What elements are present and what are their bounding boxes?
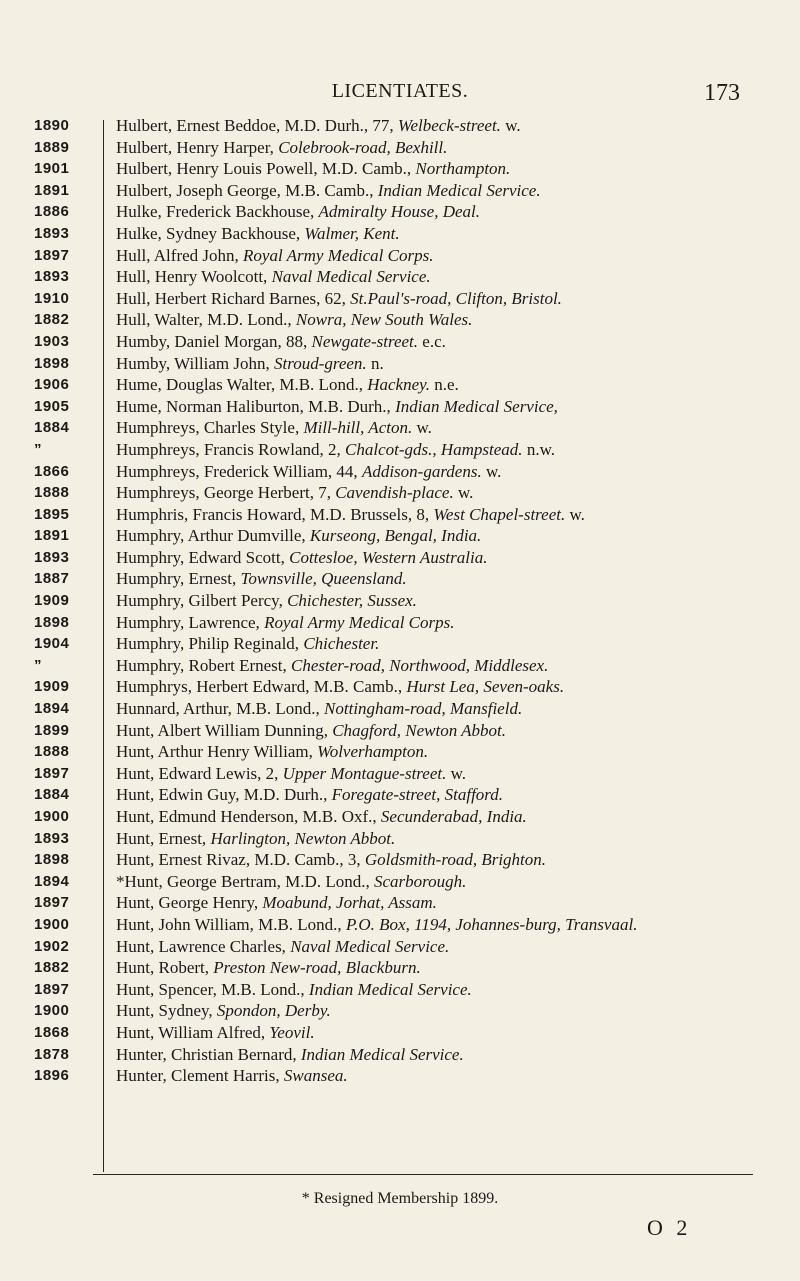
entry-text (116, 201, 766, 223)
entry-year: 1893 (34, 224, 70, 242)
entry-address: Indian Medical Service. (300, 1044, 464, 1064)
entry-year: 1882 (34, 959, 70, 977)
entry-year: 1882 (34, 311, 70, 329)
entry-district: e.c. (418, 331, 446, 351)
entry-year: 1897 (34, 980, 70, 998)
entry-text (116, 979, 766, 1001)
entry-address: Nowra, New South Wales. (295, 310, 473, 330)
entry-name: Humphry, Ernest, (116, 569, 241, 589)
entry-district: w. (412, 418, 432, 438)
list-item (0, 892, 800, 914)
list-item (0, 245, 800, 267)
entry-year: 1904 (34, 635, 70, 653)
entry-name: Hunt, Edwin Guy, M.D. Durh., (116, 785, 332, 805)
entry-address: Townsville, Queensland. (240, 569, 407, 589)
entry-year: 1898 (34, 851, 70, 869)
list-item (0, 482, 800, 504)
list-item (0, 590, 800, 612)
list-item (0, 223, 800, 245)
entry-name: Hunt, Ernest, (116, 828, 211, 848)
entry-address: Mill-hill, Acton. (303, 418, 413, 438)
entry-year: 1888 (34, 484, 70, 502)
entry-year: 1900 (34, 915, 70, 933)
entry-year: 1866 (34, 462, 70, 480)
entry-name: Humphry, Gilbert Percy, (116, 591, 288, 611)
entry-text (116, 309, 766, 331)
entry-text (116, 1022, 766, 1044)
entry-name: Humphry, Edward Scott, (116, 547, 290, 567)
entry-text (116, 396, 766, 418)
entry-address: Addison-gardens. (361, 461, 482, 481)
entry-address: Chichester, Sussex. (287, 591, 417, 611)
list-item (0, 439, 800, 461)
list-item (0, 547, 800, 569)
entry-address: Indian Medical Service, (395, 396, 558, 416)
entry-address: West Chapel-street. (433, 504, 566, 524)
entry-year: 1894 (34, 872, 70, 890)
entry-text (116, 936, 766, 958)
entry-year: 1891 (34, 181, 70, 199)
list-item (0, 1065, 800, 1087)
list-item (0, 266, 800, 288)
entry-address: Chichester. (303, 634, 380, 654)
entry-year: ” (34, 656, 42, 674)
entry-text (116, 957, 766, 979)
entry-year: 1897 (34, 246, 70, 264)
entry-address: Chester-road, Northwood, Middlesex. (291, 655, 549, 675)
entry-year: 1884 (34, 419, 70, 437)
entry-year: 1905 (34, 397, 70, 415)
entry-name: Hunt, Albert William Dunning, (116, 720, 333, 740)
list-item (0, 633, 800, 655)
entry-text (116, 461, 766, 483)
list-item (0, 676, 800, 698)
entry-address: Spondon, Derby. (216, 1001, 331, 1021)
entry-text (116, 828, 766, 850)
entry-text (116, 568, 766, 590)
entry-year: 1889 (34, 138, 70, 156)
entry-text (116, 525, 766, 547)
list-item (0, 806, 800, 828)
entry-name: Hunt, Spencer, M.B. Lond., (116, 979, 309, 999)
entry-text (116, 633, 766, 655)
list-item (0, 309, 800, 331)
entry-year: 1909 (34, 592, 70, 610)
list-item (0, 871, 800, 893)
entry-text (116, 698, 766, 720)
list-item (0, 525, 800, 547)
entry-address: Welbeck-street. (397, 116, 501, 135)
entry-year: 1887 (34, 570, 70, 588)
entry-name: Hulbert, Ernest Beddoe, M.D. Durh., 77, (116, 116, 398, 135)
entry-name: Humphry, Philip Reginald, (116, 634, 304, 654)
entry-year: 1899 (34, 721, 70, 739)
list-item (0, 137, 800, 159)
list-item (0, 1000, 800, 1022)
entry-text (116, 439, 766, 461)
list-item (0, 979, 800, 1001)
footer-rule (93, 1174, 753, 1175)
entry-district: w. (500, 116, 521, 135)
list-item (0, 957, 800, 979)
entry-address: Admiralty House, Deal. (318, 202, 481, 222)
list-item (0, 180, 800, 202)
list-item (0, 936, 800, 958)
entry-year: 1891 (34, 527, 70, 545)
list-item (0, 784, 800, 806)
entry-year: 1901 (34, 160, 70, 178)
running-header (0, 80, 800, 110)
entry-year: 1903 (34, 332, 70, 350)
entry-name: Hunt, Sydney, (116, 1001, 217, 1021)
entry-address: Upper Montague-street. (282, 763, 447, 783)
entry-text (116, 331, 766, 353)
entry-text (116, 676, 766, 698)
entry-name: Hulbert, Henry Louis Powell, M.D. Camb., (116, 159, 416, 179)
entry-year: 1884 (34, 786, 70, 804)
entry-name: Humphry, Lawrence, (116, 612, 265, 632)
list-item (0, 849, 800, 871)
entry-text (116, 137, 766, 159)
entry-year: 1886 (34, 203, 70, 221)
entry-name: Hume, Douglas Walter, M.B. Lond., (116, 375, 368, 395)
entry-address: Indian Medical Service. (308, 979, 472, 999)
entry-name: Hunt, John William, M.B. Lond., (116, 914, 346, 934)
entry-text (116, 720, 766, 742)
entry-district: w. (446, 763, 467, 783)
entry-name: Hull, Herbert Richard Barnes, 62, (116, 288, 351, 308)
entry-address: Cottesloe, Western Australia. (289, 547, 488, 567)
entry-name: Humphreys, Francis Rowland, 2, (116, 439, 346, 459)
list-item (0, 720, 800, 742)
entry-address: Foregate-street, Stafford. (331, 785, 504, 805)
entry-name: Humby, Daniel Morgan, 88, (116, 331, 312, 351)
entry-year: 1898 (34, 354, 70, 372)
entry-text (116, 245, 766, 267)
list-item (0, 461, 800, 483)
entry-name: Hunt, Lawrence Charles, (116, 936, 291, 956)
entry-address: Preston New-road, Blackburn. (213, 958, 421, 978)
entry-year: 1900 (34, 1002, 70, 1020)
entry-address: Scarborough. (373, 871, 467, 891)
entry-address: Moabund, Jorhat, Assam. (262, 893, 437, 913)
entry-text (116, 612, 766, 634)
entry-address: Swansea. (283, 1066, 348, 1086)
list-item (0, 763, 800, 785)
list-item (0, 115, 800, 137)
entry-text (116, 115, 766, 137)
entry-year: 1893 (34, 268, 70, 286)
entry-text (116, 353, 766, 375)
list-item (0, 417, 800, 439)
list-item (0, 201, 800, 223)
list-item (0, 741, 800, 763)
entry-address: Stroud-green. (273, 353, 367, 373)
entry-text (116, 288, 766, 310)
footnote: * Resigned Membership 1899. (301, 1190, 499, 1207)
entry-address: Royal Army Medical Corps. (243, 245, 434, 265)
entry-name: Hull, Alfred John, (116, 245, 244, 265)
page-title: LICENTIATES. (331, 80, 469, 102)
list-item (0, 612, 800, 634)
entry-year: 1894 (34, 700, 70, 718)
entry-text (116, 914, 766, 936)
entry-text (116, 784, 766, 806)
entry-text (116, 158, 766, 180)
page-number: 173 (704, 80, 740, 106)
entry-text (116, 892, 766, 914)
entry-name: Hunnard, Arthur, M.B. Lond., (116, 699, 325, 719)
entry-address: Northampton. (415, 159, 511, 179)
entry-district: n.e. (429, 375, 459, 395)
entry-address: Kurseong, Bengal, India. (309, 526, 482, 546)
entry-name: Hume, Norman Haliburton, M.B. Durh., (116, 396, 396, 416)
entry-address: Indian Medical Service. (377, 180, 541, 200)
entry-name: Humphrys, Herbert Edward, M.B. Camb., (116, 677, 407, 697)
entry-address: Harlington, Newton Abbot. (210, 828, 396, 848)
entry-name: Humphreys, George Herbert, 7, (116, 483, 336, 503)
entry-text (116, 763, 766, 785)
list-item (0, 1022, 800, 1044)
entry-year: 1868 (34, 1023, 70, 1041)
entry-name: Hunt, Arthur Henry William, (116, 742, 318, 762)
entry-address: Chalcot-gds., Hampstead. (345, 439, 523, 459)
entry-name: Humby, William John, (116, 353, 274, 373)
entry-name: Humphry, Arthur Dumville, (116, 526, 310, 546)
list-item (0, 396, 800, 418)
entry-text (116, 871, 766, 893)
entry-address: Naval Medical Service. (290, 936, 450, 956)
entry-text (116, 374, 766, 396)
entry-text (116, 806, 766, 828)
entry-address: Chagford, Newton Abbot. (332, 720, 507, 740)
entry-name: Hunt, Edward Lewis, 2, (116, 763, 283, 783)
entry-address: Yeovil. (269, 1022, 315, 1042)
entry-text (116, 266, 766, 288)
entry-name: Hunt, Ernest Rivaz, M.D. Camb., 3, (116, 850, 365, 870)
entry-name: Hulke, Frederick Backhouse, (116, 202, 319, 222)
entry-text (116, 482, 766, 504)
entry-address: Colebrook-road, Bexhill. (278, 137, 448, 157)
list-item (0, 698, 800, 720)
list-item (0, 288, 800, 310)
entry-text (116, 849, 766, 871)
entry-year: 1900 (34, 808, 70, 825)
entry-year: ” (34, 440, 42, 458)
entry-year: 1893 (34, 548, 70, 566)
entry-district: w. (453, 483, 474, 503)
entry-year: 1898 (34, 613, 70, 631)
entry-name: Hunt, Robert, (116, 958, 214, 978)
entry-address: Hackney. (367, 375, 430, 395)
entry-address: Nottingham-road, Mansfield. (324, 699, 523, 719)
entry-year: 1896 (34, 1067, 70, 1085)
entry-address: Hurst Lea, Seven-oaks. (406, 677, 565, 697)
entry-address: Secunderabad, India. (380, 807, 527, 826)
entry-name: Hulbert, Joseph George, M.B. Camb., (116, 180, 378, 200)
entry-name: Hunt, William Alfred, (116, 1022, 270, 1042)
entry-year: 1897 (34, 894, 70, 912)
entry-name: Hunt, George Henry, (116, 893, 263, 913)
entry-name: Humphris, Francis Howard, M.D. Brussels, 8, (116, 504, 434, 524)
entry-text (116, 547, 766, 569)
entry-year: 1895 (34, 505, 70, 523)
entry-district: w. (565, 504, 585, 524)
entry-district: n. (366, 353, 384, 373)
entry-year: 1906 (34, 376, 70, 394)
licentiates-list (0, 115, 800, 1087)
entry-name: Humphreys, Charles Style, (116, 418, 304, 438)
list-item (0, 828, 800, 850)
entry-name: Hunter, Clement Harris, (116, 1066, 284, 1086)
entry-text (116, 1000, 766, 1022)
entry-name: Humphreys, Frederick William, 44, (116, 461, 362, 481)
entry-address: Royal Army Medical Corps. (264, 612, 455, 632)
entry-address: Cavendish-place. (335, 483, 454, 503)
entry-address: Goldsmith-road, Brighton. (364, 850, 547, 870)
entry-district: w. (481, 461, 502, 481)
entry-name: Hulbert, Henry Harper, (116, 137, 279, 157)
entry-year: 1897 (34, 764, 70, 782)
entry-name: *Hunt, George Bertram, M.D. Lond., (116, 871, 374, 891)
entry-year: 1893 (34, 829, 70, 847)
entry-district: n.w. (522, 439, 555, 459)
entry-text (116, 741, 766, 763)
list-item (0, 914, 800, 936)
entry-text (116, 1065, 766, 1087)
entry-text (116, 1044, 766, 1066)
entry-year: 1902 (34, 937, 70, 955)
entry-address: Wolverhampton. (317, 742, 429, 762)
entry-name: Hull, Henry Woolcott, (116, 267, 272, 287)
list-item (0, 1044, 800, 1066)
list-item (0, 158, 800, 180)
entry-year: 1909 (34, 678, 70, 696)
entry-address: Newgate-street. (311, 331, 419, 351)
entry-name: Hunt, Edmund Henderson, M.B. Oxf., (116, 807, 381, 826)
entry-name: Hulke, Sydney Backhouse, (116, 223, 305, 243)
list-item (0, 374, 800, 396)
entry-text (116, 590, 766, 612)
entry-text (116, 504, 766, 526)
entry-text (116, 417, 766, 439)
entry-address: Naval Medical Service. (271, 267, 431, 287)
list-item (0, 353, 800, 375)
entry-name: Hunter, Christian Bernard, (116, 1044, 301, 1064)
list-item (0, 655, 800, 677)
list-item (0, 504, 800, 526)
entry-year: 1890 (34, 117, 70, 134)
entry-year: 1888 (34, 743, 70, 761)
entry-text (116, 655, 766, 677)
list-item (0, 568, 800, 590)
signature-mark: O 2 (647, 1215, 692, 1240)
entry-address: P.O. Box, 1194, Johannes-burg, Transvaal. (345, 914, 638, 934)
entry-address: St.Paul's-road, Clifton, Bristol. (350, 288, 562, 308)
entry-text (116, 180, 766, 202)
entry-year: 1910 (34, 289, 70, 307)
entry-name: Hull, Walter, M.D. Lond., (116, 310, 296, 330)
entry-address: Walmer, Kent. (304, 223, 400, 243)
list-item (0, 331, 800, 353)
entry-text (116, 223, 766, 245)
entry-year: 1878 (34, 1045, 70, 1063)
entry-name: Humphry, Robert Ernest, (116, 655, 292, 675)
